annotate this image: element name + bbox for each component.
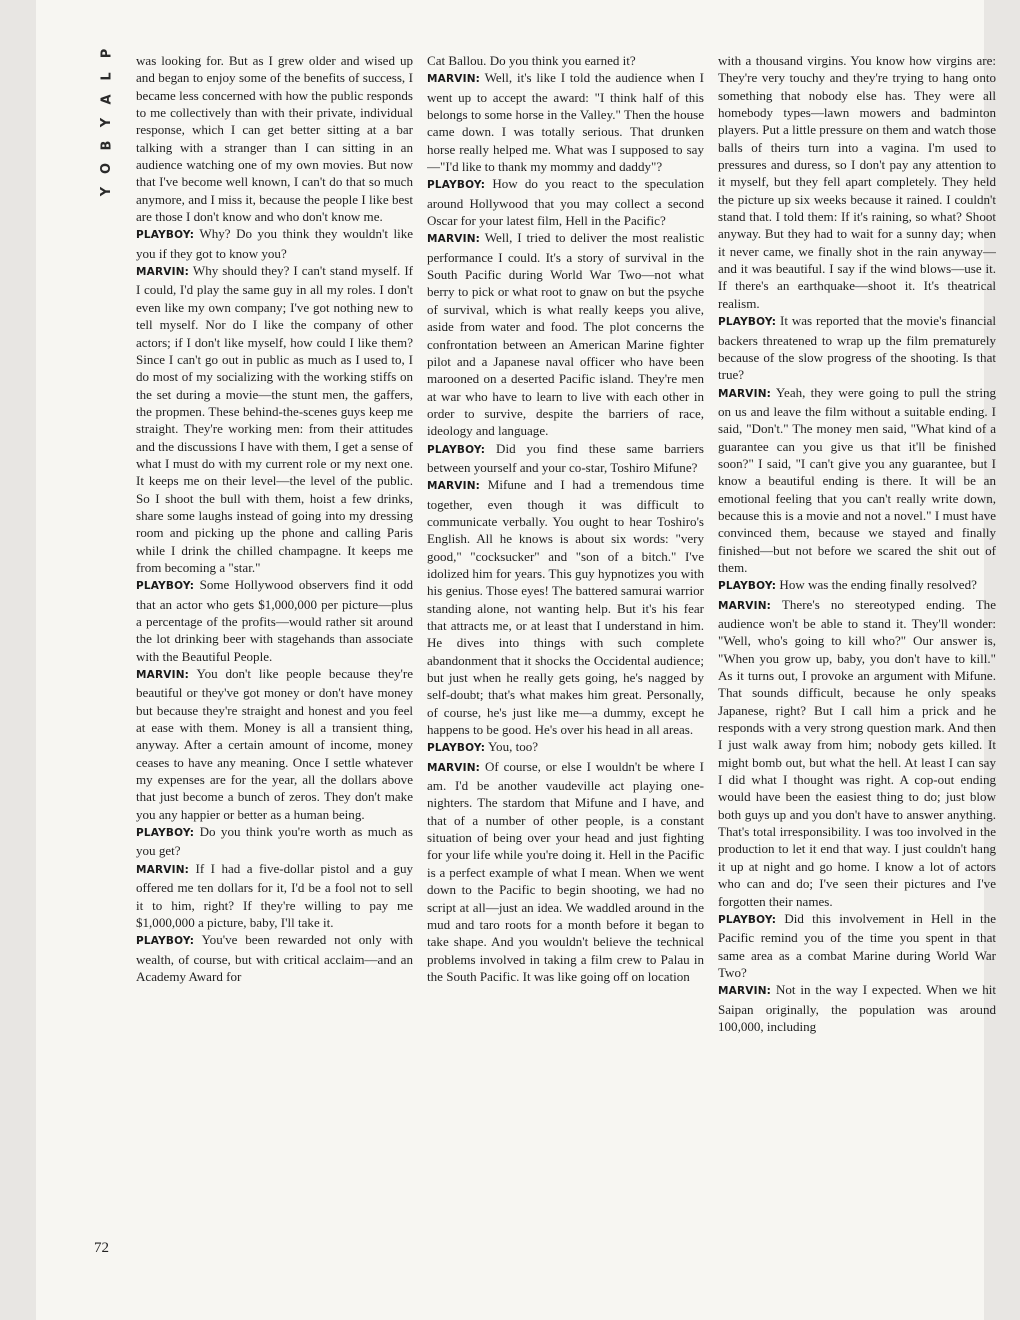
continued-paragraph <box>136 52 413 225</box>
speaker-label: MARVIN: <box>427 233 481 246</box>
interview-paragraph <box>136 262 413 576</box>
speaker-label: PLAYBOY: <box>136 229 195 242</box>
interview-paragraph <box>427 476 704 738</box>
speaker-label: PLAYBOY: <box>427 742 486 755</box>
speaker-label: PLAYBOY: <box>718 913 777 926</box>
interview-paragraph <box>718 384 996 577</box>
paragraph-text: You don't like people because they're beautiful or they've got money or don't have money but because they're straight and honest and you feel at ease with them. Money is all a transient thing, anyway. After a certain amount of income, money ceases to have any meaning. Once I settle whatever my expenses are for the year, all the dollars above that just become a bunch of zeros. They don't make you any happier or better as a human being. <box>136 666 413 822</box>
speaker-label: MARVIN: <box>427 73 481 86</box>
page-number: 72 <box>94 1240 109 1256</box>
playboy-masthead <box>96 42 118 203</box>
interview-paragraph <box>718 312 996 383</box>
text-column-3 <box>718 52 996 1260</box>
masthead-letter: A <box>99 94 115 105</box>
paragraph-text: Some Hollywood observers find it odd that an actor who gets $1,000,000 per picture—plus a percentage of the profits—would rather sit around the lot drinking beer with stagehands than associate with the Beautiful People. <box>136 577 413 664</box>
paragraph-text: You, too? <box>487 739 539 755</box>
speaker-label: MARVIN: <box>136 669 190 682</box>
speaker-label: MARVIN: <box>718 387 772 400</box>
interview-paragraph <box>718 981 996 1035</box>
speaker-label: PLAYBOY: <box>427 443 486 456</box>
text-column-1 <box>136 52 413 1260</box>
interview-paragraph <box>718 576 996 595</box>
speaker-label: MARVIN: <box>136 266 190 279</box>
continued-paragraph <box>718 52 996 312</box>
paragraph-text: How was the ending finally resolved? <box>779 577 977 593</box>
interview-paragraph <box>136 225 413 262</box>
interview-paragraph <box>427 758 704 985</box>
interview-paragraph <box>427 175 704 229</box>
interview-paragraph <box>718 596 996 910</box>
masthead-letter: L <box>99 72 115 81</box>
interview-paragraph <box>427 69 704 175</box>
interview-paragraph <box>136 860 413 931</box>
paragraph-text: Did this involvement in Hell in the Pacific remind you of the time you spent in that same area as a combat Marine during World War Two? <box>718 910 996 980</box>
text-column-2 <box>427 52 704 1260</box>
paragraph-text: Why? Do you think they wouldn't like you if they got to know you? <box>136 226 413 261</box>
interview-paragraph <box>136 665 413 823</box>
paragraph-text: was looking for. But as I grew older and wised up and began to enjoy some of the benefits of success, I became less concerned with how the public responds to me collectively than with their private, individual response, which I can get better sitting at a bar talking with a stranger than I can sitting in an audience watching one of my own movies. But now that I've become well known, I can't do that so much anymore, and I miss it, because the people I like best are those I don't know and who don't know me. <box>136 53 413 225</box>
paragraph-text: Do you think you're worth as much as you get? <box>136 824 413 859</box>
interview-paragraph <box>136 931 413 985</box>
paragraph-text: Why should they? I can't stand myself. If I could, I'd play the same guy in all my roles. I don't even like my own company; I've got nothing new to tell myself. Nor do I like the company of other actors; if I don't like myself, how could I like them? Since I can't go out in public as much as I used to, I do most of my socializing with the working stiffs on the set during a movie—the stunt men, the gaffers, the propmen. These behind-the-scenes guys keep me straight. They're working men: from their attitudes and the discussions I have with them, I get a sense of what I must do with my current role or my next one. It keeps me on their level—the level of the public. So I shoot the bull with them, hoist a few drinks, share some laughs instead of going into my dressing room and picking up the phone and calling Paris while I drink the chilled champagne. It keeps me from becoming a "star." <box>136 263 413 575</box>
paragraph-text: Mifune and I had a tremendous time together, even though it was difficult to communicate verbally. You ought to hear Toshiro's English. All he knows is about six words: "very good," "cocksucker" and "son of a bitch." I've idolized him for years. This guy hypnotizes you with his genius. Those eyes! The battered samurai warrior standing alone, not wanting help. But it's his fear that attracts me, or at least that I understand in him. He dives into things with such complete abandonment that it shocks the Occidental audience; but just when he really gets going, he's nagged by self-doubt; that's what makes him great. Personally, of course, he's just like me—a dummy, except he happens to be good. He's over his head in all areas. <box>427 477 704 738</box>
masthead-letter: O <box>99 162 115 175</box>
paragraph-text: If I had a five-dollar pistol and a guy offered me ten dollars for it, I'd be a fool not to sell it to him, right? If they're willing to pay me $1,000,000 a picture, baby, I'll take it. <box>136 860 413 930</box>
paragraph-text: Cat Ballou. Do you think you earned it? <box>427 53 636 68</box>
masthead-letter: P <box>99 48 115 59</box>
speaker-label: MARVIN: <box>718 599 772 612</box>
masthead-letter: B <box>99 140 115 151</box>
paragraph-text: Yeah, they were going to pull the string on us and leave the film without a suitable ending. I said, "Don't." The money men said, "What kind of a guarantee can you give us that it'll be finished soon?" I said, "I can't give you any guarantee, but I know a beautiful ending is there. It will be an emotional feeling that you can't really write down, because this is a movie and not a novel." I must have convinced them, because we stayed and finally finished—but not before we scared the shit out of them. <box>718 384 996 575</box>
speaker-label: PLAYBOY: <box>136 827 195 840</box>
paragraph-text: Well, it's like I told the audience when I went up to accept the award: "I think half of this belongs to some horse in the Valley." Then the house came down. I was totally serious. That drunken horse really helped me. What was I supposed to say—"I'd like to thank my mommy and daddy"? <box>427 70 704 175</box>
paragraph-text: How do you react to the speculation around Hollywood that you may collect a second Oscar for your latest film, Hell in the Pacific? <box>427 176 704 229</box>
speaker-label: PLAYBOY: <box>136 935 195 948</box>
paragraph-text: It was reported that the movie's financial backers threatened to wrap up the film prematurely because of the slow progress of the shooting. Is that true? <box>718 313 996 383</box>
speaker-label: MARVIN: <box>136 863 190 876</box>
paragraph-text: Well, I tried to deliver the most realistic performance I could. It's a story of survival in the South Pacific during World War Two—not what berry to pick or what root to gnaw on but the psyche of survival, which is what really keeps you alive, aside from water and food. The plot concerns the confrontation between an American Marine fighter pilot and a Japanese naval officer who have been marooned on a deserted Pacific island. They're men at war who have to learn to live with each other in order to survive, despite the barriers of race, ideology and language. <box>427 230 704 439</box>
interview-paragraph <box>718 910 996 981</box>
speaker-label: MARVIN: <box>427 480 481 493</box>
interview-paragraph <box>427 229 704 439</box>
interview-paragraph <box>136 823 413 860</box>
speaker-label: PLAYBOY: <box>427 179 486 192</box>
speaker-label: MARVIN: <box>718 985 772 998</box>
paragraph-text: Did you find these same barriers between yourself and your co-star, Toshiro Mifune? <box>427 440 704 475</box>
masthead-letter: Y <box>99 186 115 197</box>
continued-paragraph <box>427 52 704 69</box>
interview-paragraph <box>427 440 704 477</box>
paragraph-text: There's no stereotyped ending. The audience won't be able to stand it. They'll wonder: "Well, who's going to kill who?" Our answer is, "When you grow up, baby, you don't have to kill." As it turns out, I provoke an argument with Mifune. That sounds difficult, because he only speaks Japanese, right? But I call him a prick and he responds with a very strong question mark. And then I just walk away from him; nobody gets killed. It might bomb out, but what the hell. At least I can say I did what I thought was right. A cop-out ending would have been the easiest thing to do; just blow both guys up and you don't have to answer anything. That's total irresponsibility. I was too involved in the production to let it end that way. I just couldn't hang it up at night and go home. I know a lot of actors who can and do; I've seen their pictures and I've forgotten their names. <box>718 596 996 909</box>
interview-paragraph <box>427 738 704 757</box>
masthead-letter: Y <box>99 117 115 128</box>
speaker-label: PLAYBOY: <box>718 580 777 593</box>
paragraph-text: You've been rewarded not only with wealth, of course, but with critical acclaim—and an Academy Award for <box>136 932 413 984</box>
speaker-label: MARVIN: <box>427 761 481 774</box>
magazine-page <box>36 0 996 1320</box>
speaker-label: PLAYBOY: <box>718 316 777 329</box>
paragraph-text: with a thousand virgins. You know how virgins are: They're very touchy and they're trying to hang onto something that nobody else has. They were all homebody types—lawn mowers and badminton players. Put a little pressure on them and watch those balls of theirs turn into a vagina. I'm used to pressures and duress, so I don't pay any attention to it myself, but they fell apart completely. They held the picture up six weeks because it rained. I couldn't stand that. I told them: If it's raining, so what? Shoot anyway. But they had to wait for a sunny day; when it never came, we finally shot in the rain anyway—and it was beautiful. I say if the wind blows—use it. If there's an earthquake—shoot it. It's theatrical realism. <box>718 53 996 311</box>
paragraph-text: Of course, or else I wouldn't be where I am. I'd be another vaudeville act playing one-nighters. The stardom that Mifune and I have, and that of a number of other people, is a constant situation of being over your head and just fighting for your life while you're doing it. Hell in the Pacific is a perfect example of what I mean. When we went down to the Pacific to begin shooting, we had no script at all—just an idea. We waddled around in the mud and taro roots for a month before it began to take shape. And you wouldn't believe the technical problems involved in taking a film crew to Palau in the South Pacific. It was like going off on location <box>427 758 704 984</box>
paragraph-text: Not in the way I expected. When we hit Saipan originally, the population was around 100,000, including <box>718 982 996 1034</box>
interview-paragraph <box>136 576 413 665</box>
speaker-label: PLAYBOY: <box>136 580 195 593</box>
